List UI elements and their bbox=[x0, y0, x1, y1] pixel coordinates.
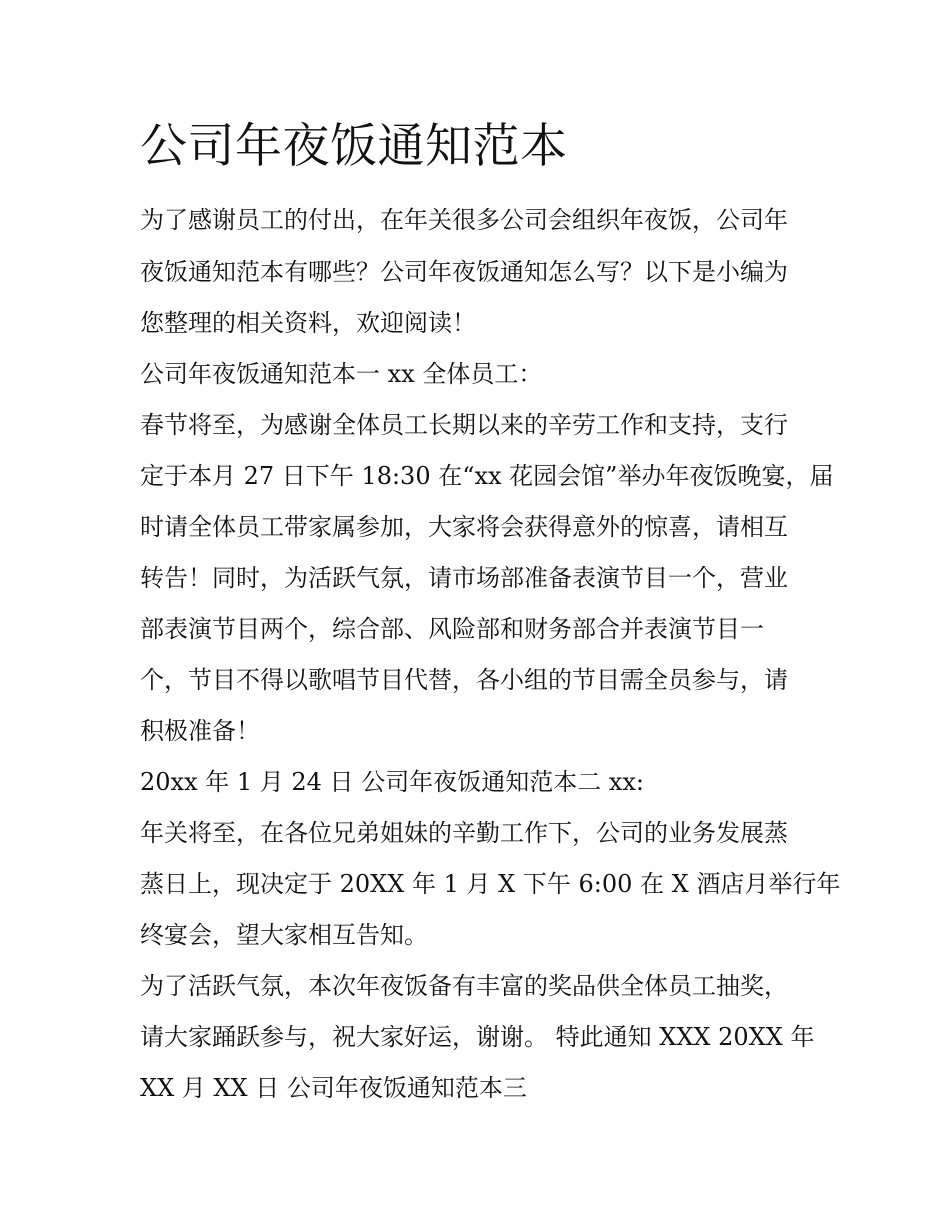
text-line: 时请全体员工带家属参加，大家将会获得意外的惊喜，请相互 bbox=[140, 513, 788, 541]
text-line: 部表演节目两个，综合部、风险部和财务部合并表演节目一 bbox=[140, 615, 764, 643]
text-line: 20xx 年 1 月 24 日 公司年夜饭通知范本二 xx: bbox=[140, 768, 644, 796]
text-line: 年关将至，在各位兄弟姐妹的辛勤工作下，公司的业务发展蒸 bbox=[140, 819, 788, 847]
text-line: 请大家踊跃参与，祝大家好运，谢谢。 特此通知 XXX 20XX 年 bbox=[140, 1023, 815, 1051]
text-line: 终宴会，望大家相互告知。 bbox=[140, 921, 428, 949]
text-line: 个，节目不得以歌唱节目代替，各小组的节目需全员参与，请 bbox=[140, 666, 788, 694]
text-line: 春节将至，为感谢全体员工长期以来的辛劳工作和支持，支行 bbox=[140, 411, 788, 439]
text-line: 转告！同时，为活跃气氛，请市场部准备表演节目一个，营业 bbox=[140, 564, 788, 592]
text-line: 您整理的相关资料，欢迎阅读！ bbox=[140, 309, 476, 337]
document-title: 公司年夜饭通知范本 bbox=[140, 119, 568, 174]
text-line: XX 月 XX 日 公司年夜饭通知范本三 bbox=[140, 1074, 527, 1102]
text-line: 蒸日上，现决定于 20XX 年 1 月 X 下午 6:00 在 X 酒店月举行年 bbox=[140, 870, 841, 898]
text-line: 为了感谢员工的付出，在年关很多公司会组织年夜饭，公司年 bbox=[140, 206, 788, 234]
text-line: 定于本月 27 日下午 18:30 在“xx 花园会馆”举办年夜饭晚宴，届 bbox=[140, 462, 834, 490]
text-line: 为了活跃气氛，本次年夜饭备有丰富的奖品供全体员工抽奖， bbox=[140, 972, 788, 1000]
text-line: 夜饭通知范本有哪些？公司年夜饭通知怎么写？以下是小编为 bbox=[140, 258, 788, 286]
text-line: 积极准备！ bbox=[140, 717, 260, 745]
text-line: 公司年夜饭通知范本一 xx 全体员工： bbox=[140, 360, 543, 388]
